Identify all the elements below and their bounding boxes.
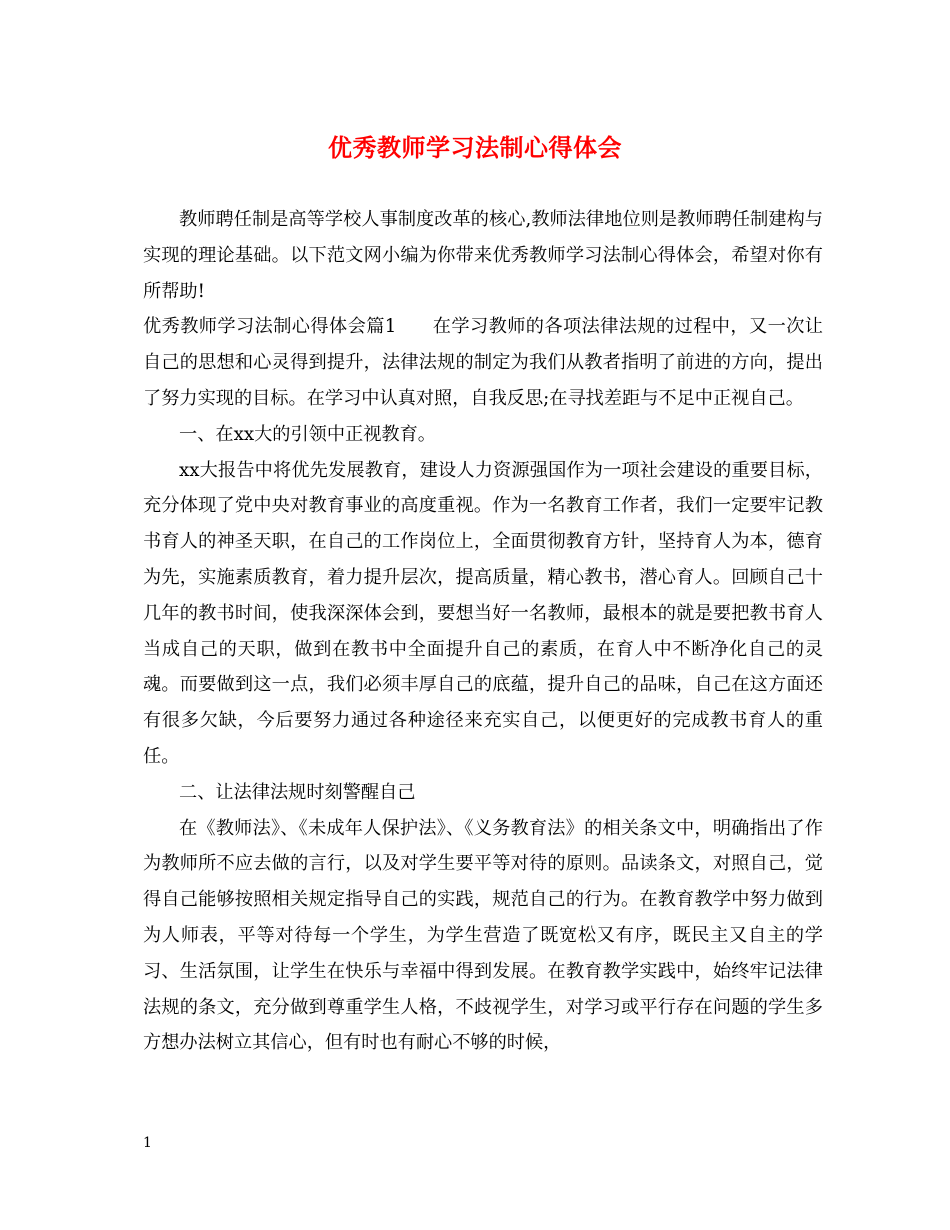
intro-paragraph: 教师聘任制是高等学校人事制度改革的核心,教师法律地位则是教师聘任制建构与实现的理论基础。以下范文网小编为你带来优秀教师学习法制心得体会，希望对你有所帮助! <box>143 209 823 302</box>
section-opening-paragraph <box>143 309 823 416</box>
page-number: 1 <box>143 1135 152 1151</box>
heading-one: 一、在xx大的引领中正视教育。 <box>179 423 436 445</box>
paragraph-two: 在《教师法》、《未成年人保护法》、《义务教育法》的相关条文中，明确指出了作为教师所不应去做的言行，以及对学生要平等对待的原则。品读条文，对照自己，觉得自己能够按照相关规定指导自己的实践，规范自己的行为。在教育教学中努力做到为人师表，平等对待每一个学生，为学生营造了既宽松又有序，既民主又自主的学习、生活氛围，让学生在快乐与幸福中得到发展。在教育教学实践中，始终牢记法律法规的条文，充分做到尊重学生人格，不歧视学生，对学习或平行存在问题的学生多方想办法树立其信心，但有时也有耐心不够的时候， <box>143 817 823 1054</box>
document-title: 优秀教师学习法制心得体会 <box>328 133 622 162</box>
heading-two: 二、让法律法规时刻警醒自己 <box>179 781 416 803</box>
section-heading: 优秀教师学习法制心得体会篇1 <box>143 316 397 338</box>
document-body <box>143 202 823 1061</box>
section-intro-text: 在学习教师的各项法律法规的过程中，又一次让自己的思想和心灵得到提升，法律法规的制定为我们从教者指明了前进的方向，提出了努力实现的目标。在学习中认真对照，自我反思;在寻找差距与不足中正视自己。 <box>143 316 823 409</box>
paragraph-one: xx大报告中将优先发展教育，建设人力资源强国作为一项社会建设的重要目标，充分体现了党中央对教育事业的高度重视。作为一名教育工作者，我们一定要牢记教书育人的神圣天职，在自己的工作岗位上，全面贯彻教育方针，坚持育人为本，德育为先，实施素质教育，着力提升层次，提高质量，精心教书，潜心育人。回顾自己十几年的教书时间，使我深深体会到，要想当好一名教师，最根本的就是要把教书育人当成自己的天职，做到在教书中全面提升自己的素质，在育人中不断净化自己的灵魂。而要做到这一点，我们必须丰厚自己的底蕴，提升自己的品味，自己在这方面还有很多欠缺，今后要努力通过各种途径来充实自己，以便更好的完成教书育人的重任。 <box>143 459 823 767</box>
